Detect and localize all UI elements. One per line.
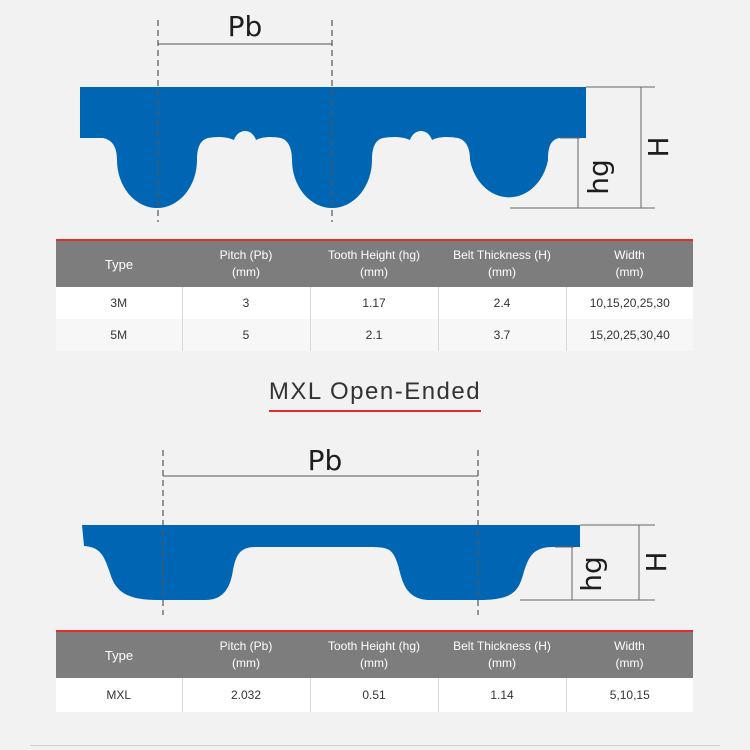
section-title [0, 378, 750, 412]
mxl-belt-diagram [0, 430, 750, 620]
table-header-row [56, 632, 693, 678]
thickness-label: H [642, 136, 675, 158]
cell-thickness: 1.14 [438, 678, 566, 712]
header-pitch: Pitch (Pb) (mm) [182, 241, 310, 287]
cell-tooth-height: 1.17 [310, 287, 438, 319]
cell-tooth-height: 2.1 [310, 319, 438, 351]
table-header-row [56, 241, 693, 287]
bottom-divider [30, 745, 720, 746]
cell-thickness: 2.4 [438, 287, 566, 319]
cell-type: 5M [56, 319, 182, 351]
mxl-spec-table [56, 632, 693, 712]
header-type: Type [56, 241, 182, 287]
table-row [56, 287, 693, 319]
pitch-label: Pb [227, 10, 263, 43]
mxl-belt-profile [82, 525, 580, 600]
cell-width: 15,20,25,30,40 [566, 319, 693, 351]
tooth-height-label: hg [575, 556, 608, 592]
thickness-label: H [640, 551, 673, 573]
table-row [56, 319, 693, 351]
cell-pitch: 5 [182, 319, 310, 351]
htd-spec-table [56, 241, 693, 351]
cell-pitch: 3 [182, 287, 310, 319]
tooth-height-label: hg [582, 159, 615, 195]
header-width: Width (mm) [566, 632, 693, 678]
cell-pitch: 2.032 [182, 678, 310, 712]
cell-type: MXL [56, 678, 182, 712]
header-belt-thickness: Belt Thickness (H) (mm) [438, 632, 566, 678]
header-tooth-height: Tooth Height (hg) (mm) [310, 632, 438, 678]
pitch-label: Pb [307, 444, 343, 477]
cell-thickness: 3.7 [438, 319, 566, 351]
htd-belt-diagram [0, 0, 750, 230]
header-width: Width (mm) [566, 241, 693, 287]
cell-type: 3M [56, 287, 182, 319]
cell-width: 10,15,20,25,30 [566, 287, 693, 319]
header-tooth-height: Tooth Height (hg) (mm) [310, 241, 438, 287]
section-title-text: MXL Open-Ended [269, 378, 481, 412]
htd-belt-profile [80, 87, 586, 208]
htd-belt-svg [0, 0, 750, 230]
header-belt-thickness: Belt Thickness (H) (mm) [438, 241, 566, 287]
header-pitch: Pitch (Pb) (mm) [182, 632, 310, 678]
mxl-belt-svg [0, 430, 750, 620]
cell-tooth-height: 0.51 [310, 678, 438, 712]
table-row [56, 678, 693, 712]
header-type: Type [56, 632, 182, 678]
cell-width: 5,10,15 [566, 678, 693, 712]
